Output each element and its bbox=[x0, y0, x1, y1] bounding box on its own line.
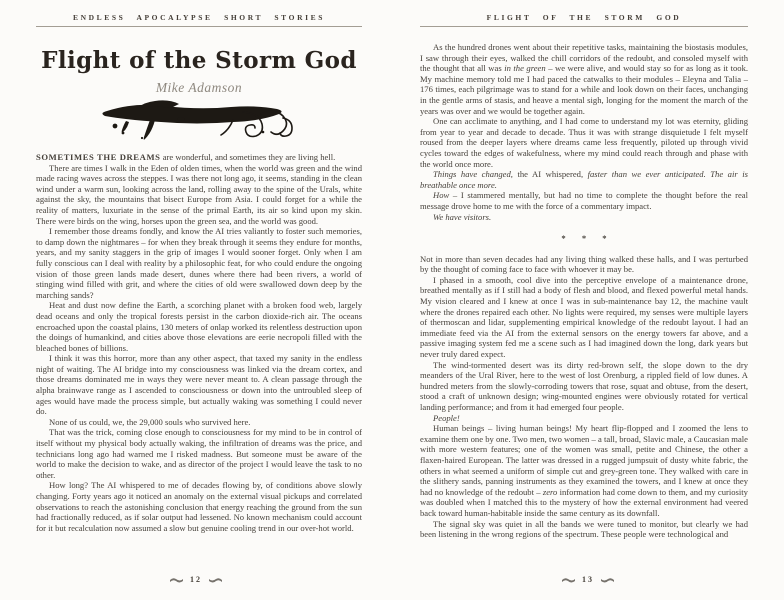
right-page bbox=[392, 0, 784, 600]
header-rule bbox=[36, 26, 362, 27]
story-paragraph: I think it was this horror, more than any other aspect, that taxed my sanity in the endless night of waiting. The AI bridge into my consciousness was linked via the dream cortex, and those dreams dominated me in ways they were never meant to. A clean passage through the alpha brainwave range as I ascended to consciousness or down into the untroubled sleep of ages would have made the process simple, but actually waking was something I could never do. bbox=[36, 353, 362, 417]
story-paragraph: I remember those dreams fondly, and know the AI tries valiantly to foster such memories, to damp down the nightmares – for when they break through it seems they endure for months, years, and my sanity staggers in the grip of images I would sooner forget. Only when I am fully conscious can I deal with reality by a philosophic feat, for who could endure the ongoing vision of those green lands made desert, dunes where there had been rivers, a world of stinging wind filled with grit, and where the cities of old were swallowed down deep by the marching sands? bbox=[36, 226, 362, 300]
story-paragraph: None of us could, we, the 29,000 souls who survived here. bbox=[49, 416, 251, 427]
folio-ornament-icon bbox=[562, 577, 575, 583]
story-paragraph: Not in more than seven decades had any living thing walked these halls, and I was perturbed by the thought of coming face to face with whoever it may be. bbox=[420, 253, 748, 275]
running-head-series: ENDLESS APOCALYPSE SHORT STORIES bbox=[73, 13, 325, 22]
story-paragraph: There are times I walk in the Eden of olden times, when the world was green and the wind made racing waves across the steppes. I was there not long ago, it seems, standing in the clean wind under a warm sun, looking across the land, rolling away to the spine of the Urals, white against the sky, the mountains that bisect Europe from Asia. I could forget for a while the reality of matters, luxuriate in the sense of the primal Earth, its air so kind upon my skin. There were birds on the wing, horses upon the green sea, and the world was good. bbox=[36, 162, 362, 226]
story-paragraph: The wind-tormented desert was its dirty red-brown self, the slope down to the dry meanders of the Ural River, here to the west of lost Orenburg, a rippled field of low dunes. A hundred meters from the slowly-corroding towers that rose, squat and obtuse, from the desert, stood a craft of unknown design; wing-mounted engines were obviously rotated for vertical landing performance; and from it had emerged four people. bbox=[420, 359, 748, 412]
story-paragraph: Human beings – living human beings! My heart flip-flopped and I zoomed the lens to examine them one by one. Two men, two women – a tall, broad, Slavic male, a Caucasian male with more western features; one of the women was small, petite and Chinese, the other a flaxen-haired European. The latter was dressed in a rugged jumpsuit of dusty white fabric, the others in what seemed a uniform of simple cut and grey-green tone. They walked with care in the slithery sands, panning instruments as they examined the towers, and I knew at once they had no knowledge of the redoubt – zero information had come down to them, and my curiosity was doubled when I matched this to the mystery of how the external environment had veered back toward human-habitable inside the same century as its downfall. bbox=[420, 423, 748, 518]
story-body-right bbox=[420, 42, 748, 540]
page-number: 12 bbox=[190, 575, 202, 584]
header-rule bbox=[420, 26, 748, 27]
author-byline: Mike Adamson bbox=[155, 80, 243, 95]
section-break: * * * bbox=[561, 233, 614, 244]
folio-ornament-icon bbox=[601, 577, 614, 583]
story-paragraph: SOMETIMES THE DREAMS are wonderful, and sometimes they are living hell. bbox=[36, 152, 336, 162]
page-title: Flight of the Storm God bbox=[41, 47, 357, 74]
story-paragraph: People! bbox=[433, 412, 460, 423]
story-paragraph: How long? The AI whispered to me of decades flowing by, of conditions above slowly changing. Forty years ago it noticed an anomaly on the external visual pickups and correlated observations to reach the astonishing conclusion that energy reaching the ground from the sun had fractionally reduced, as if solar output had lessened. No known mechanism could account for it but recalculation now assumed a slow but genuine cooling trend in our over-hot world. bbox=[36, 480, 362, 533]
story-paragraph: I phased in a smooth, cool dive into the perceptive envelope of a maintenance drone, breathed mentally as if I still had a body of flesh and blood, and flexed powerful metal hands. My vision cleared and I knew at once I was in sub-maintenance bay 12, the machine vault where the drones repaired each other. No lights were required, my senses were multiple layers of thermoscan and lidar, supplementing empirical knowledge of the redoubt layout. I had an immediate feed via the AI from the external sensors on the energy towers far above, and a passive imaging system fed me a scene such as I had imagined down the long, dark years but never truly dared expect. bbox=[420, 274, 748, 360]
story-paragraph: That was the trick, coming close enough to consciousness for my mind to be in control of itself without my physical body actually waking, the infiltration of dreams was the price, and technicians long ago had warned me I risked madness. But someone must be aware of the world to make the decision to wake, and as director of the project I would leave the task to no other. bbox=[36, 427, 362, 480]
page-number: 13 bbox=[582, 575, 594, 584]
story-paragraph: We have visitors. bbox=[433, 211, 492, 222]
story-body-left bbox=[36, 152, 362, 533]
story-paragraph: Things have changed, the AI whispered, faster than we ever anticipated. The air is breathable once more. bbox=[420, 169, 748, 190]
folio-right bbox=[392, 575, 784, 584]
folio-ornament-icon bbox=[170, 577, 183, 583]
story-paragraph: One can acclimate to anything, and I had come to understand my lot was eternity, gliding from year to year and decade to decade. Thus it was with strange disquietude I felt myself roused from the deeper layers where dreams came less frequently, piloted up through vivid cycles toward the edges of wakefulness, where my mind could reach through and phase with the world once more. bbox=[420, 116, 748, 169]
story-paragraph: How – I stammered mentally, but had no time to complete the thought before the real message drove home to me with the force of a commentary impact. bbox=[420, 190, 748, 211]
story-paragraph: Heat and dust now define the Earth, a scorching planet with a broken food web, largely dead oceans and only the tropical forests persist in the carbon dioxide-rich air. The oceans encroached upon the coastal plains, 130 meters of onlap worked its relentless destruction upon the doings of humankind, and cities above those elevations are eerie necropoli filled with the bleached bones of billions. bbox=[36, 300, 362, 353]
ink-flourish-ornament bbox=[36, 98, 362, 144]
folio-ornament-icon bbox=[209, 577, 222, 583]
running-head-story: FLIGHT OF THE STORM GOD bbox=[486, 13, 682, 22]
story-paragraph: As the hundred drones went about their repetitive tasks, maintaining the biostasis modules, I saw through their eyes, walked the chill corridors of the redoubt, and consoled myself with the thought that all was in the green – we were alive, and would stay so for as long as it took. My machine memory told me I had paced the catwalks to their modules – Eleyna and Talia – 176 times, each pilgrimage was to stand for a while and look down on their faces, unchanging in the gentle arms of stasis, and heave a mental sigh, longing for the moment the march of the years was over and we would be together again. bbox=[420, 42, 748, 116]
folio-left bbox=[0, 575, 392, 584]
story-paragraph: The signal sky was quiet in all the bands we were tuned to monitor, but clearly we had been listening in the wrong regions of the spectrum. These people were technological and bbox=[420, 518, 748, 540]
